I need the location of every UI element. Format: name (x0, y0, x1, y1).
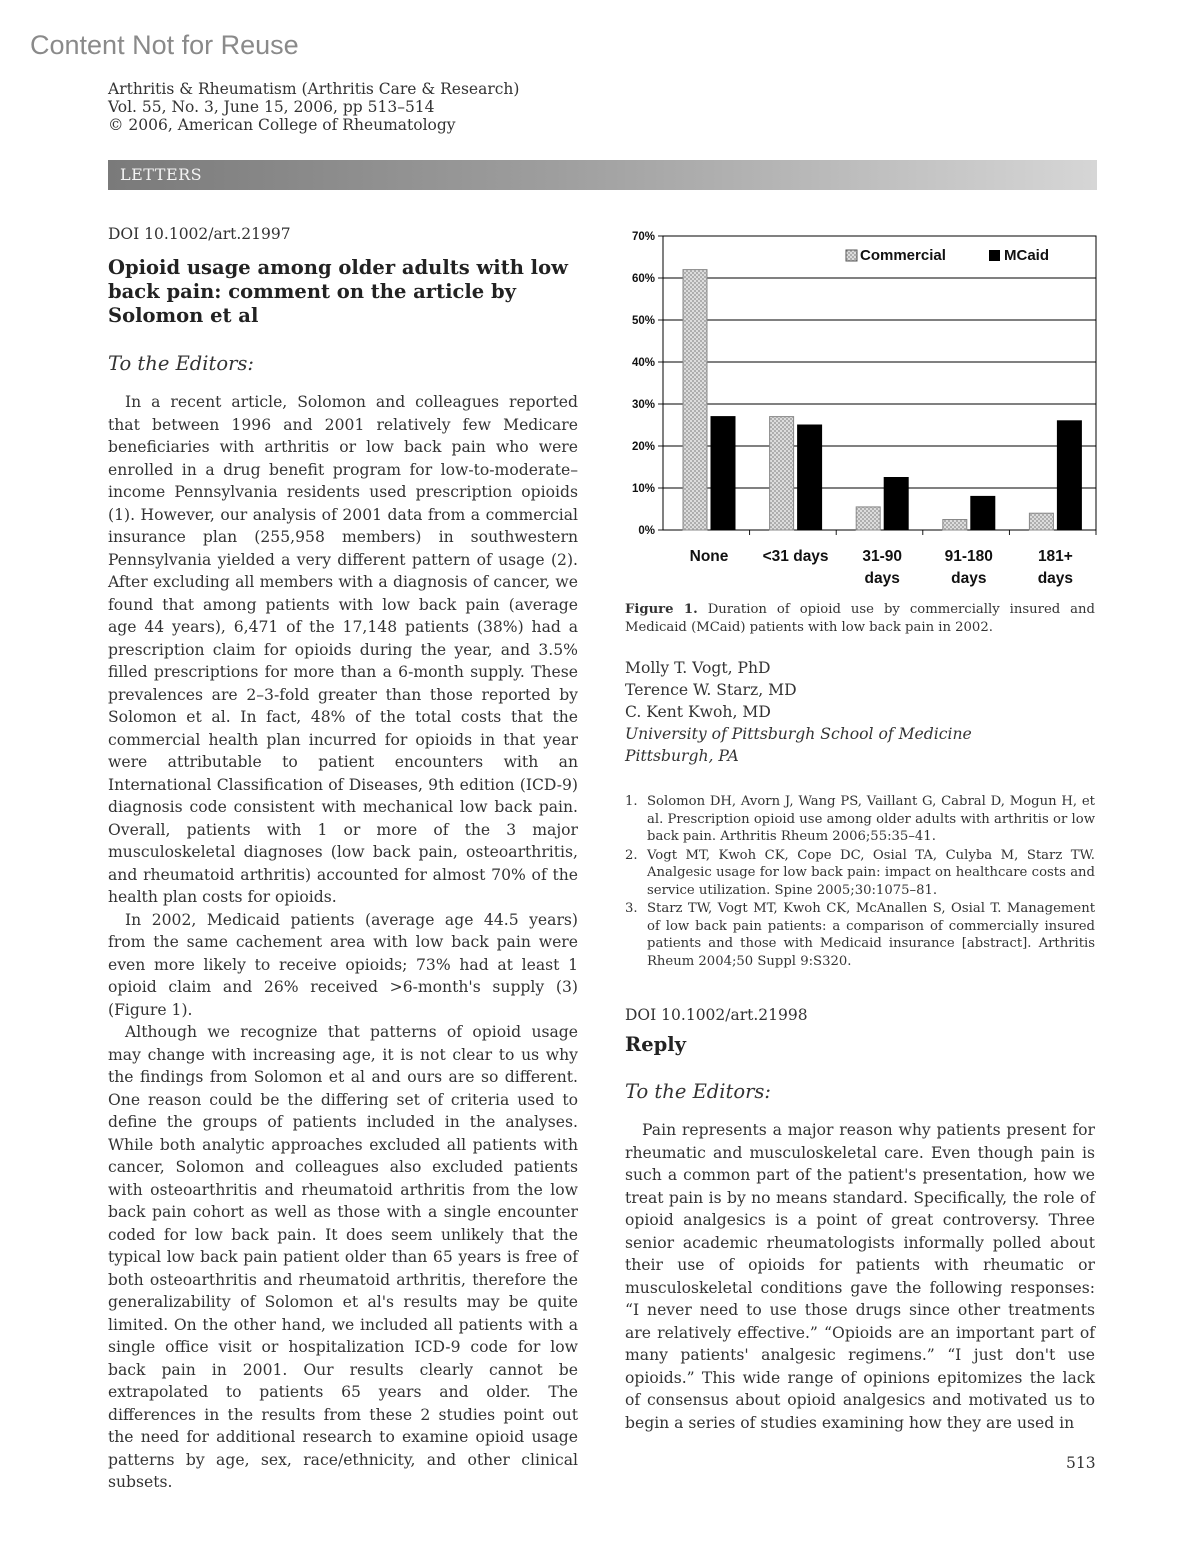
reference-text: Starz TW, Vogt MT, Kwoh CK, McAnallen S, Osial T. Management of low back pain patients: a comparison of commercially insured patients and those with Medicaid insurance [abstract]. Arthritis Rheum 2004;50 Suppl 9:S320. (647, 901, 1095, 969)
x-category-label: None (689, 548, 729, 565)
figure-caption-text: Duration of opioid use by commercially insured and Medicaid (MCaid) patients with low back pain in 2002. (625, 602, 1095, 635)
x-category-label: 31-90 (862, 548, 903, 565)
y-tick-label: 20% (631, 441, 655, 453)
author-affiliation: University of Pittsburgh School of Medicine (625, 725, 972, 743)
section-banner (108, 160, 1097, 190)
author-location: Pittsburgh, PA (625, 747, 739, 765)
reference-text: Solomon DH, Avorn J, Wang PS, Vaillant G, Cabral D, Mogun H, et al. Prescription opioid use among older adults with arthritis or low back pain. Arthritis Rheum 2006;55:35–41. (647, 794, 1095, 844)
reference-item (625, 900, 1095, 970)
letter-paragraph-1: In a recent article, Solomon and colleagues reported that between 1996 and 2001 relatively few Medicare beneficiaries with arthritis or low back pain who were enrolled in a drug benefit program for low-to-moderate–income Pennsylvania residents used prescription opioids (1). However, our analysis of 2001 data from a commercial insurance plan (255,958 members) in southwestern Pennsylvania yielded a very different pattern of usage (2). After excluding all members with a diagnosis of cancer, we found that among patients with low back pain (average age 44 years), 6,471 of the 17,148 patients (38%) had a prescription claim for opioids during the year, and 3.5% filled prescriptions for more than a 6-month supply. These prevalences are 2–3-fold greater than those reported by Solomon et al. In fact, 48% of the total costs that the commercial health plan incurred for opioids in that year were attributable to patient encounters with an International Classification of Diseases, 9th edition (ICD-9) diagnosis code consistent with mechanical low back pain. Overall, patients with 1 or more of the 3 major musculoskeletal diagnoses (low back pain, osteoarthritis, and rheumatoid arthritis) accounted for almost 70% of the health plan costs for opioids. (108, 393, 578, 906)
author-name: Molly T. Vogt, PhD (625, 659, 771, 677)
x-category-label: days (864, 570, 900, 587)
reply-paragraph-1: Pain represents a major reason why patients present for rheumatic and musculoskeletal care. Even though pain is such a common part of the patient's presentation, how we treat pain is by no means standard. Specifically, the role of opioid analgesics is a point of great controversy. Three senior academic rheumatologists informally polled about their use of opioids for patients with rheumatic or musculoskeletal conditions gave the following responses: “I never need to use those drugs since other treatments are relatively effective.” “Opioids are an important part of many patients' analgesic regimens.” “I just don't use opioids.” This wide range of opinions epitomizes the lack of consensus about opioid analgesics and motivated us to begin a series of studies examining how they are used in (625, 1121, 1095, 1432)
letter-paragraph-3: Although we recognize that patterns of opioid usage may change with increasing age, it is not clear to us why the findings from Solomon et al and ours are so different. One reason could be the differing set of criteria used to define the groups of patients included in the analyses. While both analytic approaches excluded all patients with cancer, Solomon and colleagues also excluded patients with osteoarthritis and rheumatoid arthritis from the low back pain cohort as well as those with a single encounter coded for low back pain. It does seem unlikely that the typical low back pain patient older than 65 years is free of both osteoarthritis and rheumatoid arthritis, therefore the generalizability of Solomon et al's results may be quite limited. On the other hand, we included all patients with a single office visit or hospitalization ICD-9 code for low back pain in 2001. Our results clearly cannot be extrapolated to patients 65 years and older. The differences in the results from these 2 studies point out the need for additional research to examine opioid usage patterns by age, sex, race/ethnicity, and other clinical subsets. (108, 1023, 578, 1491)
y-tick-label: 40% (631, 357, 655, 369)
bar-commercial (856, 507, 880, 530)
x-category-label: 181+ (1037, 548, 1073, 565)
reference-number: 3. (625, 901, 638, 916)
author-name: C. Kent Kwoh, MD (625, 703, 771, 721)
bar-mcaid (1057, 421, 1081, 530)
y-tick-label: 0% (638, 525, 655, 537)
legend-swatch-commercial (846, 250, 857, 261)
reference-item (625, 793, 1095, 846)
journal-volume: Vol. 55, No. 3, June 15, 2006, pp 513–514 (108, 98, 435, 116)
bar-mcaid (971, 496, 995, 530)
legend-label-mcaid: MCaid (1004, 247, 1049, 264)
bar-commercial (770, 417, 794, 530)
bar-commercial (1029, 513, 1053, 530)
letter-doi: DOI 10.1002/art.21997 (108, 225, 291, 243)
reference-number: 2. (625, 847, 638, 863)
legend-label-commercial: Commercial (860, 247, 946, 264)
reply-salutation: To the Editors: (625, 1080, 771, 1103)
legend-swatch-mcaid (989, 250, 1000, 261)
y-tick-label: 30% (631, 399, 655, 411)
reply-doi: DOI 10.1002/art.21998 (625, 1006, 808, 1024)
reference-text: Vogt MT, Kwoh CK, Cope DC, Osial TA, Culyba M, Starz TW. Analgesic usage for low back pain: impact on healthcare costs and service utilization. Spine 2005;30:1075–81. (647, 847, 1095, 898)
figure-caption (625, 601, 1095, 637)
journal-copyright: © 2006, American College of Rheumatology (108, 116, 456, 134)
section-label: LETTERS (120, 165, 203, 184)
opioid-duration-chart (625, 225, 1099, 595)
watermark: Content Not for Reuse (30, 30, 299, 60)
bar-commercial (683, 270, 707, 530)
figure-caption-label: Figure 1. (625, 602, 698, 617)
right-column (625, 225, 1095, 1434)
journal-header (108, 80, 519, 134)
journal-name: Arthritis & Rheumatism (Arthritis Care & Research) (108, 80, 520, 98)
y-tick-label: 50% (631, 315, 655, 327)
bar-commercial (943, 520, 967, 531)
page-number: 513 (1066, 1454, 1096, 1472)
letter-title: Opioid usage among older adults with low back pain: comment on the article by Solomon et al (108, 256, 568, 327)
letter-salutation: To the Editors: (108, 352, 254, 375)
letter-paragraph-2: In 2002, Medicaid patients (average age 44.5 years) from the same cachement area with low back pain were even more likely to receive opioids; 73% had at least 1 opioid claim and 26% received >6-month's supply (3) (Figure 1). (108, 910, 578, 1019)
x-category-label: <31 days (762, 548, 829, 565)
reference-list (625, 793, 1095, 970)
bar-mcaid (884, 478, 908, 531)
reference-item (625, 847, 1095, 900)
author-block (625, 657, 1095, 767)
x-category-label: days (951, 570, 987, 587)
y-tick-label: 70% (631, 231, 655, 243)
x-category-label: days (1037, 570, 1074, 587)
author-name: Terence W. Starz, MD (625, 681, 797, 699)
left-column (108, 225, 578, 1494)
y-tick-label: 60% (631, 273, 655, 285)
y-tick-label: 10% (631, 483, 655, 495)
bar-mcaid (711, 417, 735, 530)
figure-1 (625, 225, 1099, 595)
reference-number: 1. (625, 794, 638, 809)
reply-title: Reply (625, 1033, 686, 1056)
bar-mcaid (798, 425, 822, 530)
x-category-label: 91-180 (944, 548, 993, 565)
